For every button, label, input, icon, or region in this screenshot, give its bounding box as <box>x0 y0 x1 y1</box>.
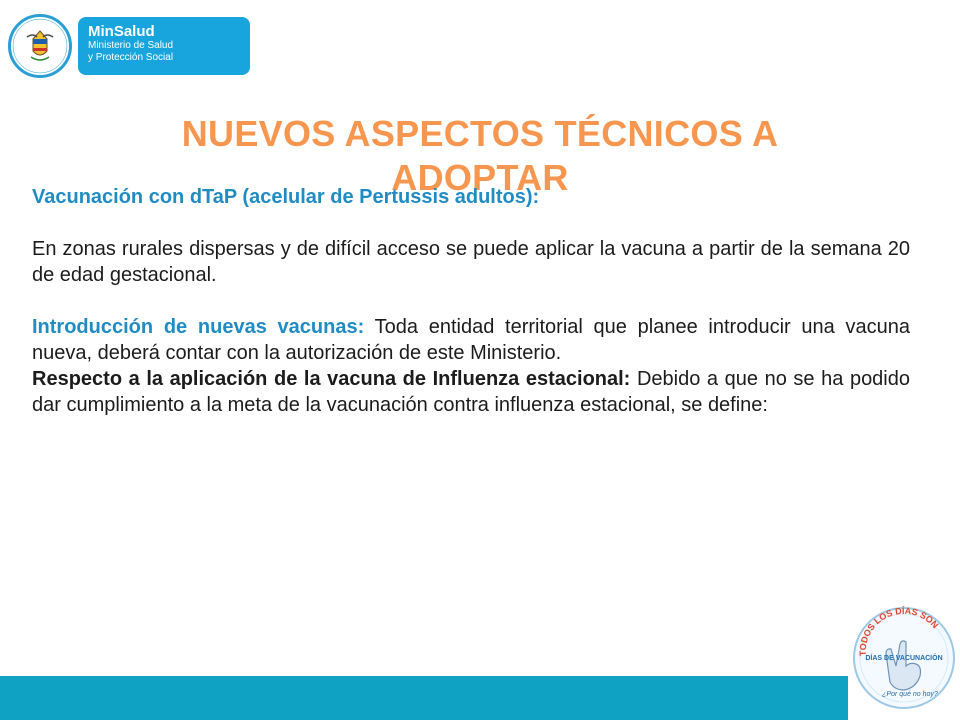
dtap-heading <box>32 184 910 210</box>
minsalud-brand-box <box>78 17 250 75</box>
footer-bar <box>0 676 848 720</box>
slide-body <box>32 184 910 418</box>
vaccination-campaign-badge <box>850 604 958 712</box>
dtap-paragraph: En zonas rurales dispersas y de difícil acceso se puede aplicar la vacuna a partir de la semana 20 de edad gestacional. <box>32 238 910 286</box>
dtap-heading-text: Vacunación con dTaP (acelular de Pertussis adultos): <box>32 186 540 208</box>
colombia-seal-icon <box>8 14 72 78</box>
badge-line-3: ¿Por qué no hoy? <box>882 691 938 698</box>
brand-name: MinSalud <box>88 23 155 40</box>
minsalud-logo <box>8 14 250 78</box>
brand-line-2: y Protección Social <box>88 52 174 63</box>
intro-paragraph <box>32 314 910 366</box>
brand-line-1: Ministerio de Salud <box>88 40 174 51</box>
influenza-heading: Respecto a la aplicación de la vacuna de Influenza estacional: <box>32 368 631 390</box>
slide-title: NUEVOS ASPECTOS TÉCNICOS A ADOPTAR <box>181 113 779 198</box>
intro-heading: Introducción de nuevas vacunas: <box>32 316 365 338</box>
influenza-paragraph <box>32 366 910 418</box>
badge-line-1: TODOS LOS DÍAS SON <box>857 605 941 657</box>
influenza-text: Debido a que no se ha podido dar cumplimiento a la meta de la vacunación contra influenza estacional, se define: <box>32 368 910 416</box>
intro-text: Toda entidad territorial que planee introducir una vacuna nueva, deberá contar con la autorización de este Ministerio. <box>32 316 910 364</box>
badge-line-2: DÍAS DE VACUNACIÓN <box>865 655 943 662</box>
